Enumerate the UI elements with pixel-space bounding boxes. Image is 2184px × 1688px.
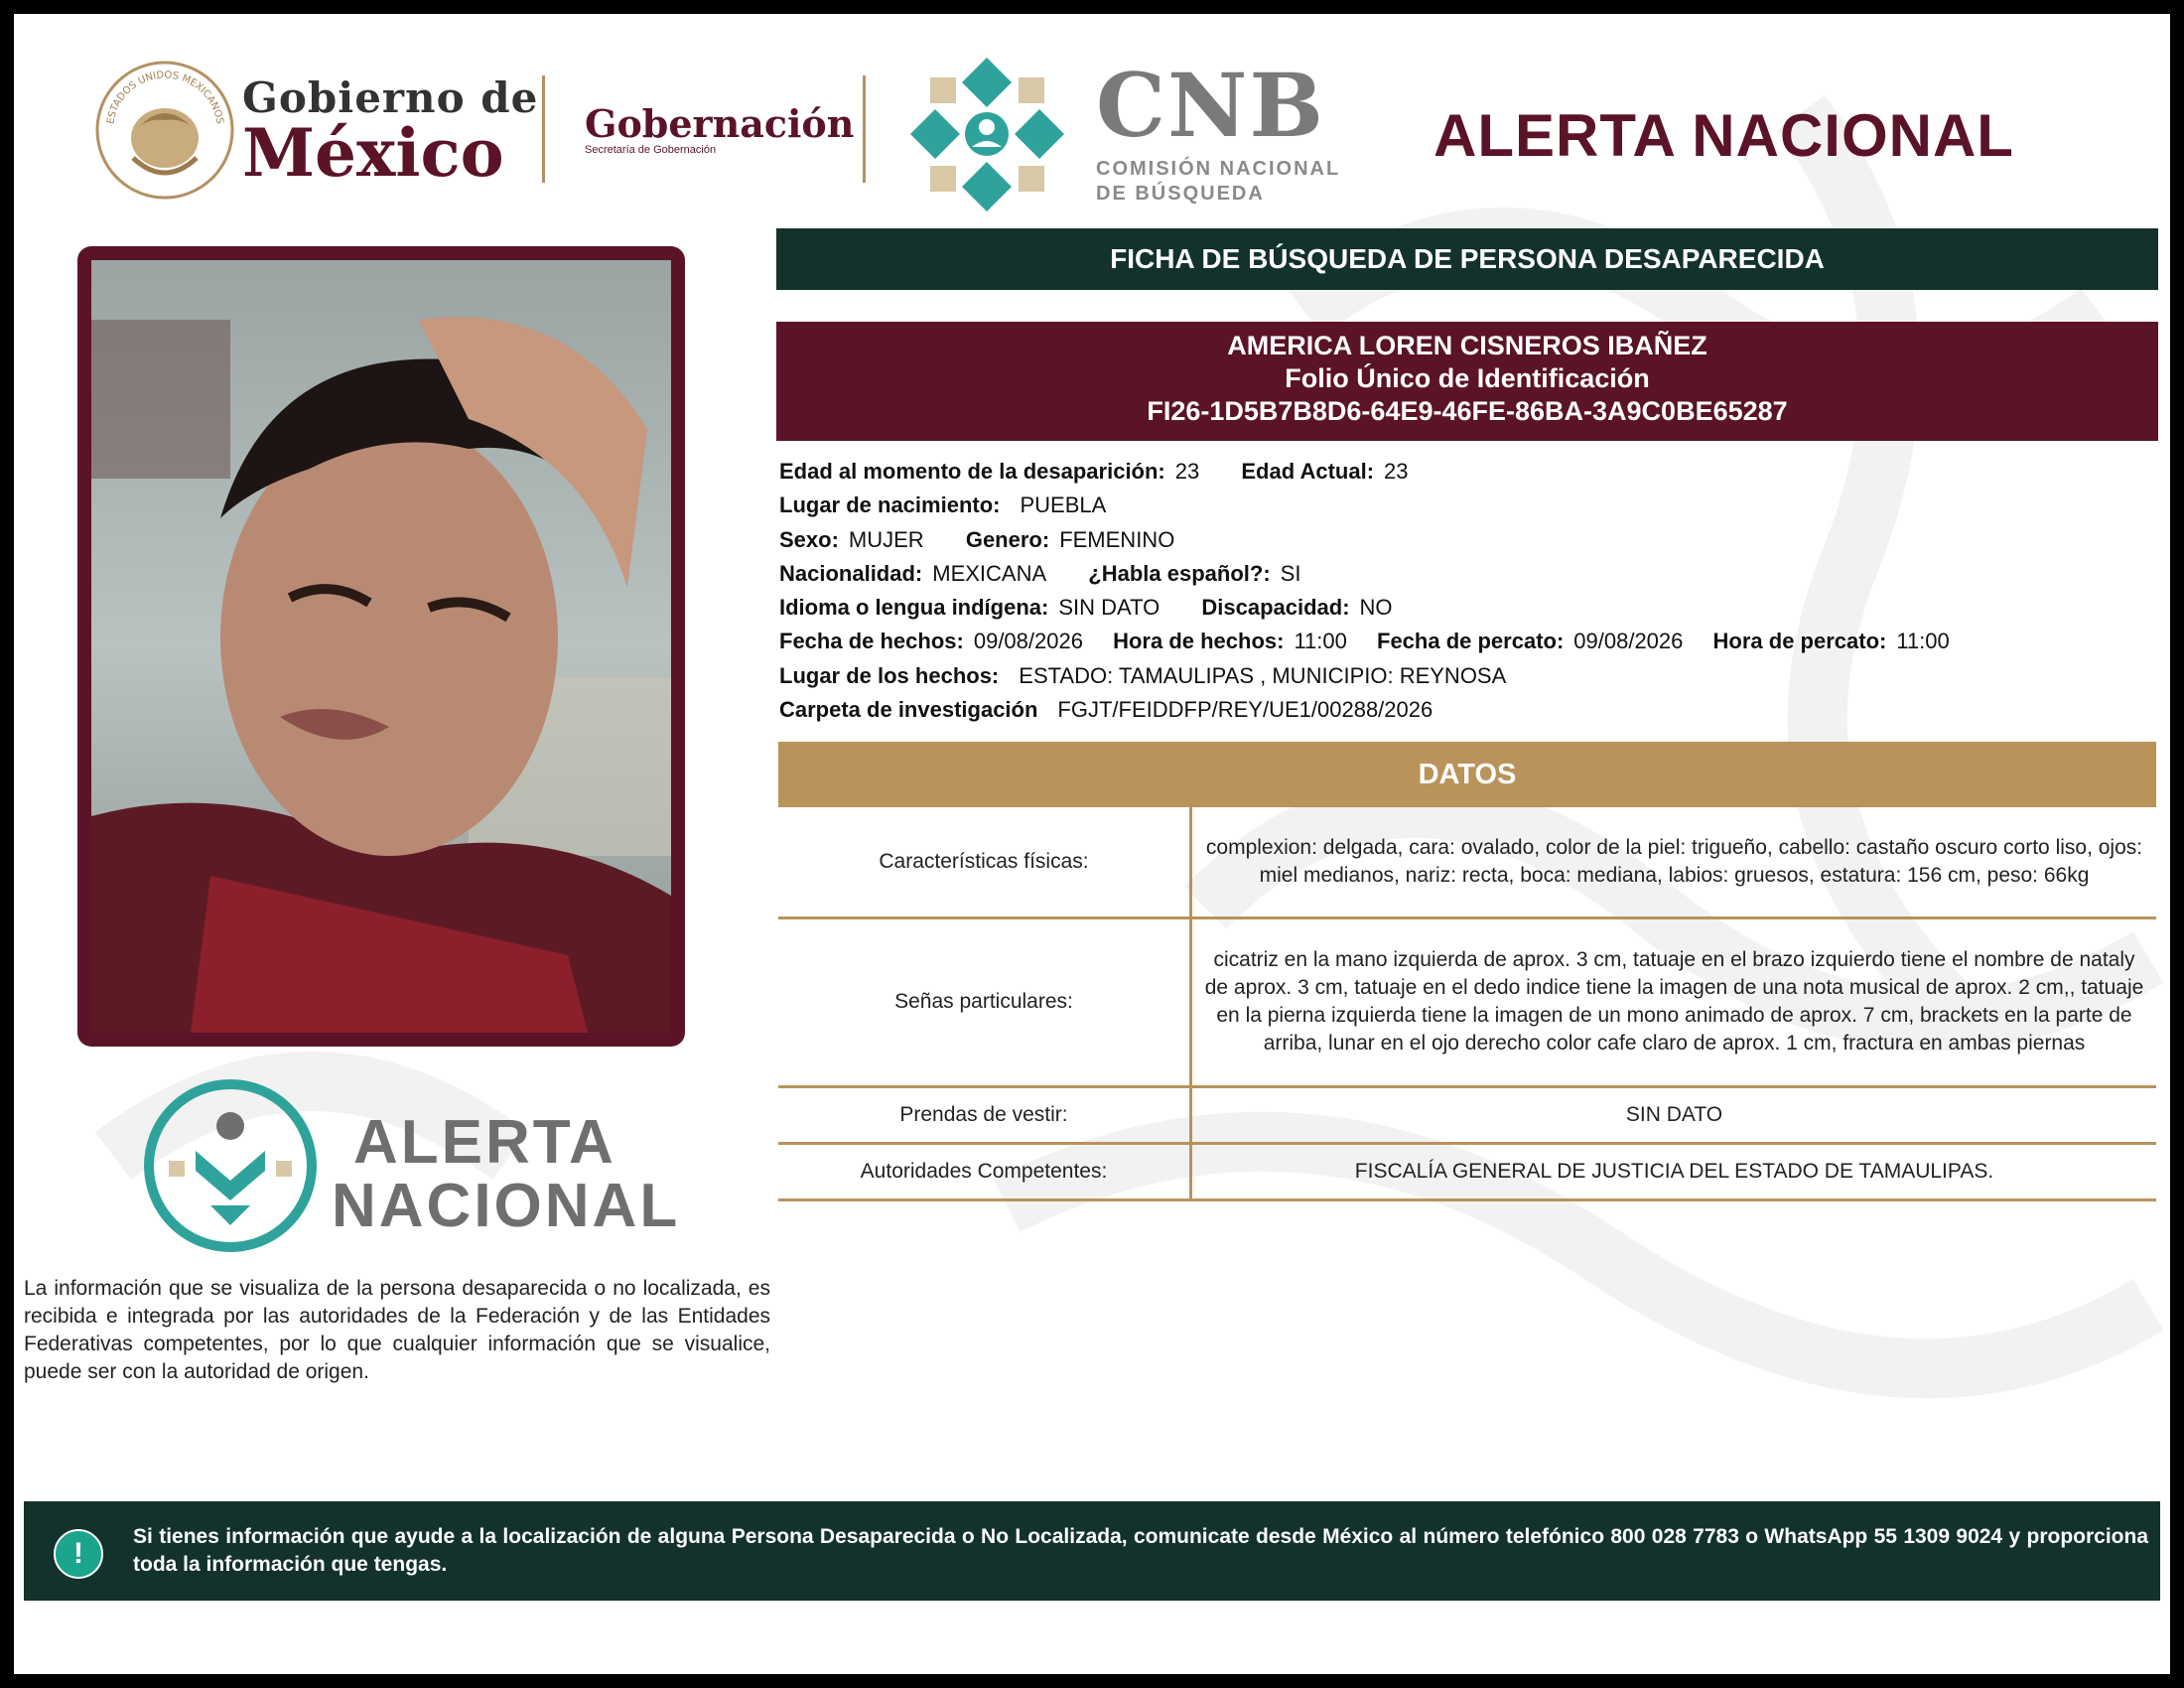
exclamation-icon: ! [54, 1529, 103, 1579]
info-row [779, 557, 2159, 591]
folio-label: Folio Único de Identificación [1285, 363, 1650, 393]
idioma-value: SIN DATO [1058, 595, 1160, 621]
lugar-nacimiento-value: PUEBLA [1020, 492, 1107, 518]
gobernacion-subtitle: Secretaría de Gobernación [585, 144, 717, 156]
gobernacion-logo [585, 101, 854, 156]
gobierno-de-text: Gobierno de [242, 73, 539, 122]
person-name-bar [776, 322, 2158, 441]
datos-value: SIN DATO [1191, 1086, 2157, 1143]
cnb-title: CNB [1096, 54, 1325, 157]
hora-percato-label: Hora de percato: [1712, 629, 1887, 654]
habla-espanol-label: ¿Habla español?: [1088, 560, 1271, 586]
alerta-nacional-logo-icon [141, 1076, 320, 1255]
datos-label: Señas particulares: [778, 917, 1191, 1086]
lugar-hechos-value: ESTADO: TAMAULIPAS , MUNICIPIO: REYNOSA [1019, 662, 1507, 688]
person-photo [91, 260, 671, 1033]
table-row [778, 807, 2156, 917]
disclaimer-text: La información que se visualiza de la persona desaparecida o no localizada, es recibida e integrada por las autoridades de la Federación y de las Entidades Federativas competentes, por lo que cualquier información que se visualice, puede ser con la autoridad de origen. [24, 1277, 770, 1383]
cnb-logo-icon [900, 48, 1074, 221]
lugar-nacimiento-label: Lugar de nacimiento: [779, 492, 1001, 518]
hora-hechos-label: Hora de hechos: [1113, 629, 1285, 654]
datos-value: cicatriz en la mano izquierda de aprox. 3 cm, tatuaje en el brazo izquierdo tiene el nombre de nataly de aprox. 3 cm, tatuaje en el dedo indice tiene la imagen de una nota musical de aprox. 2 cm,, tatuaje en la pierna izquierda tiene la imagen de un mono animado de aprox. 7 cm, brackets en la parte de arriba, lunar en el ojo derecho color cafe claro de aprox. 1 cm, fractura en ambas piernas [1191, 917, 2157, 1086]
edad-desaparicion-label: Edad al momento de la desaparición: [779, 459, 1165, 484]
info-row [779, 659, 2159, 693]
genero-value: FEMENINO [1059, 526, 1175, 552]
mexico-seal-icon [93, 59, 237, 203]
table-row [778, 1143, 2156, 1199]
folio-number: FI26-1D5B7B8D6-64E9-46FE-86BA-3A9C0BE65287 [1147, 396, 1788, 426]
ficha-title-bar: FICHA DE BÚSQUEDA DE PERSONA DESAPARECIDA [776, 228, 2158, 290]
info-row [779, 591, 2159, 625]
contact-footer [24, 1501, 2160, 1601]
header-divider [542, 75, 545, 183]
discapacidad-value: NO [1359, 595, 1393, 621]
hora-percato-value: 11:00 [1896, 629, 1950, 654]
info-row [779, 455, 2159, 489]
info-row [779, 693, 2159, 727]
carpeta-label: Carpeta de investigación [779, 697, 1038, 723]
fecha-percato-label: Fecha de percato: [1377, 629, 1565, 654]
edad-actual-value: 23 [1384, 459, 1409, 484]
fecha-hechos-label: Fecha de hechos: [779, 629, 964, 654]
photo-frame [77, 246, 685, 1047]
mexico-text: México [242, 114, 504, 192]
sexo-label: Sexo: [779, 526, 839, 552]
fecha-hechos-value: 09/08/2026 [973, 629, 1083, 654]
fecha-percato-value: 09/08/2026 [1573, 629, 1684, 654]
gobierno-de-mexico-logo [242, 73, 538, 192]
alerta-nacional-wordmark [332, 1108, 681, 1240]
nacional-text: NACIONAL [332, 1172, 681, 1240]
edad-actual-label: Edad Actual: [1241, 459, 1375, 484]
datos-label: Características físicas: [778, 807, 1191, 917]
genero-label: Genero: [965, 526, 1050, 552]
datos-value: complexion: delgada, cara: ovalado, color de la piel: trigueño, cabello: castaño oscuro corto liso, ojos: miel medianos, nariz: recta, boca: mediana, labios: gruesos, estatura: 156 cm, peso: 66kg [1191, 807, 2157, 917]
page [14, 14, 2170, 1674]
contact-text: Si tienes información que ayude a la localización de alguna Persona Desaparecida o No Localizada, comunicate desde México al número telefónico 800 028 7783 o WhatsApp 55 1309 9024 y proporciona toda la información que tengas. [133, 1525, 2148, 1576]
gobernacion-title: Gobernación [585, 101, 855, 146]
nacionalidad-value: MEXICANA [932, 560, 1047, 586]
idioma-label: Idioma o lengua indígena: [779, 595, 1049, 621]
person-name: AMERICA LOREN CISNEROS IBAÑEZ [1227, 331, 1707, 360]
sexo-value: MUJER [848, 526, 924, 552]
lugar-hechos-label: Lugar de los hechos: [779, 662, 1000, 688]
habla-espanol-value: SI [1280, 560, 1301, 586]
person-info [779, 455, 2159, 727]
hora-hechos-value: 11:00 [1294, 629, 1347, 654]
datos-value: FISCALÍA GENERAL DE JUSTICIA DEL ESTADO DE TAMAULIPAS. [1191, 1143, 2157, 1199]
seal-text: ESTADOS UNIDOS MEXICANOS [105, 70, 225, 125]
datos-title-bar: DATOS [778, 742, 2156, 807]
cnb-wordmark [1096, 54, 1340, 207]
header-divider [863, 75, 866, 183]
datos-table [778, 807, 2156, 1201]
info-row [779, 625, 2159, 658]
carpeta-value: FGJT/FEIDDFP/REY/UE1/00288/2026 [1057, 697, 1433, 723]
edad-desaparicion-value: 23 [1174, 459, 1200, 484]
table-row [778, 917, 2156, 1086]
datos-label: Prendas de vestir: [778, 1086, 1191, 1143]
info-row [779, 523, 2159, 557]
alerta-nacional-title: ALERTA NACIONAL [1433, 102, 2014, 169]
cnb-subtitle-1: COMISIÓN NACIONAL [1096, 158, 1341, 180]
table-row [778, 1086, 2156, 1143]
cnb-subtitle-2: DE BÚSQUEDA [1096, 183, 1265, 205]
info-row [779, 489, 2159, 522]
alerta-text: ALERTA [353, 1108, 616, 1177]
datos-label: Autoridades Competentes: [778, 1143, 1191, 1199]
discapacidad-label: Discapacidad: [1201, 595, 1350, 621]
nacionalidad-label: Nacionalidad: [779, 560, 923, 586]
